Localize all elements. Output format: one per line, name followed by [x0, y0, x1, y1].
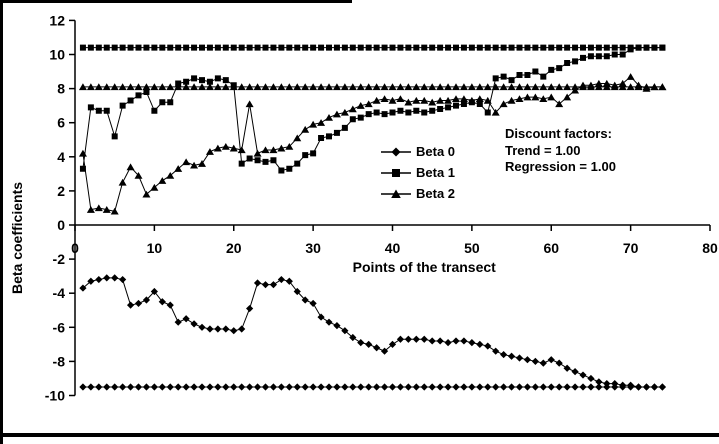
y-tick-label: -2 [52, 251, 65, 268]
x-tick-label: 80 [702, 240, 718, 256]
x-tick-label: 40 [384, 240, 401, 256]
x-tick-label: 10 [146, 240, 163, 256]
frame-border-bottom [0, 433, 719, 437]
annotation-line: Discount factors: [505, 126, 612, 141]
x-axis-title: Points of the transect [352, 259, 496, 275]
y-tick-label: 8 [57, 80, 65, 97]
legend-label: Beta 1 [416, 165, 456, 180]
x-tick-label: 0 [71, 240, 79, 256]
y-tick-label: 0 [57, 217, 65, 233]
triangle-marker-icon [381, 188, 411, 200]
y-tick-label: -8 [52, 353, 65, 370]
x-tick-label: 50 [464, 240, 480, 256]
legend-item-beta0 [381, 141, 455, 162]
y-axis-title: Beta coefficients [9, 181, 25, 295]
y-tick-label: -4 [52, 285, 65, 302]
y-tick-label: -6 [52, 319, 65, 336]
x-tick-label: 30 [305, 240, 321, 256]
y-tick-label: 2 [57, 182, 65, 199]
x-tick-label: 70 [622, 240, 639, 256]
legend-label: Beta 0 [416, 144, 456, 159]
diamond-marker-icon [381, 146, 411, 158]
x-tick-label: 20 [225, 240, 242, 256]
x-tick-label: 60 [543, 240, 560, 256]
annotation-line: Regression = 1.00 [505, 159, 616, 174]
legend-item-beta1 [381, 162, 455, 183]
annotation-line: Trend = 1.00 [505, 142, 581, 158]
legend-item-beta2 [381, 183, 455, 204]
y-tick-label: 4 [57, 148, 65, 165]
y-tick-label: -10 [44, 387, 65, 404]
frame-border-top [0, 0, 352, 3]
y-tick-label: 6 [57, 114, 65, 131]
y-tick-label: 12 [49, 12, 65, 29]
legend-label: Beta 2 [416, 186, 456, 201]
frame-border-left [0, 0, 3, 444]
annotation-block [505, 126, 616, 176]
square-marker-icon [381, 167, 411, 179]
legend [381, 141, 455, 204]
y-tick-label: 10 [49, 46, 65, 63]
